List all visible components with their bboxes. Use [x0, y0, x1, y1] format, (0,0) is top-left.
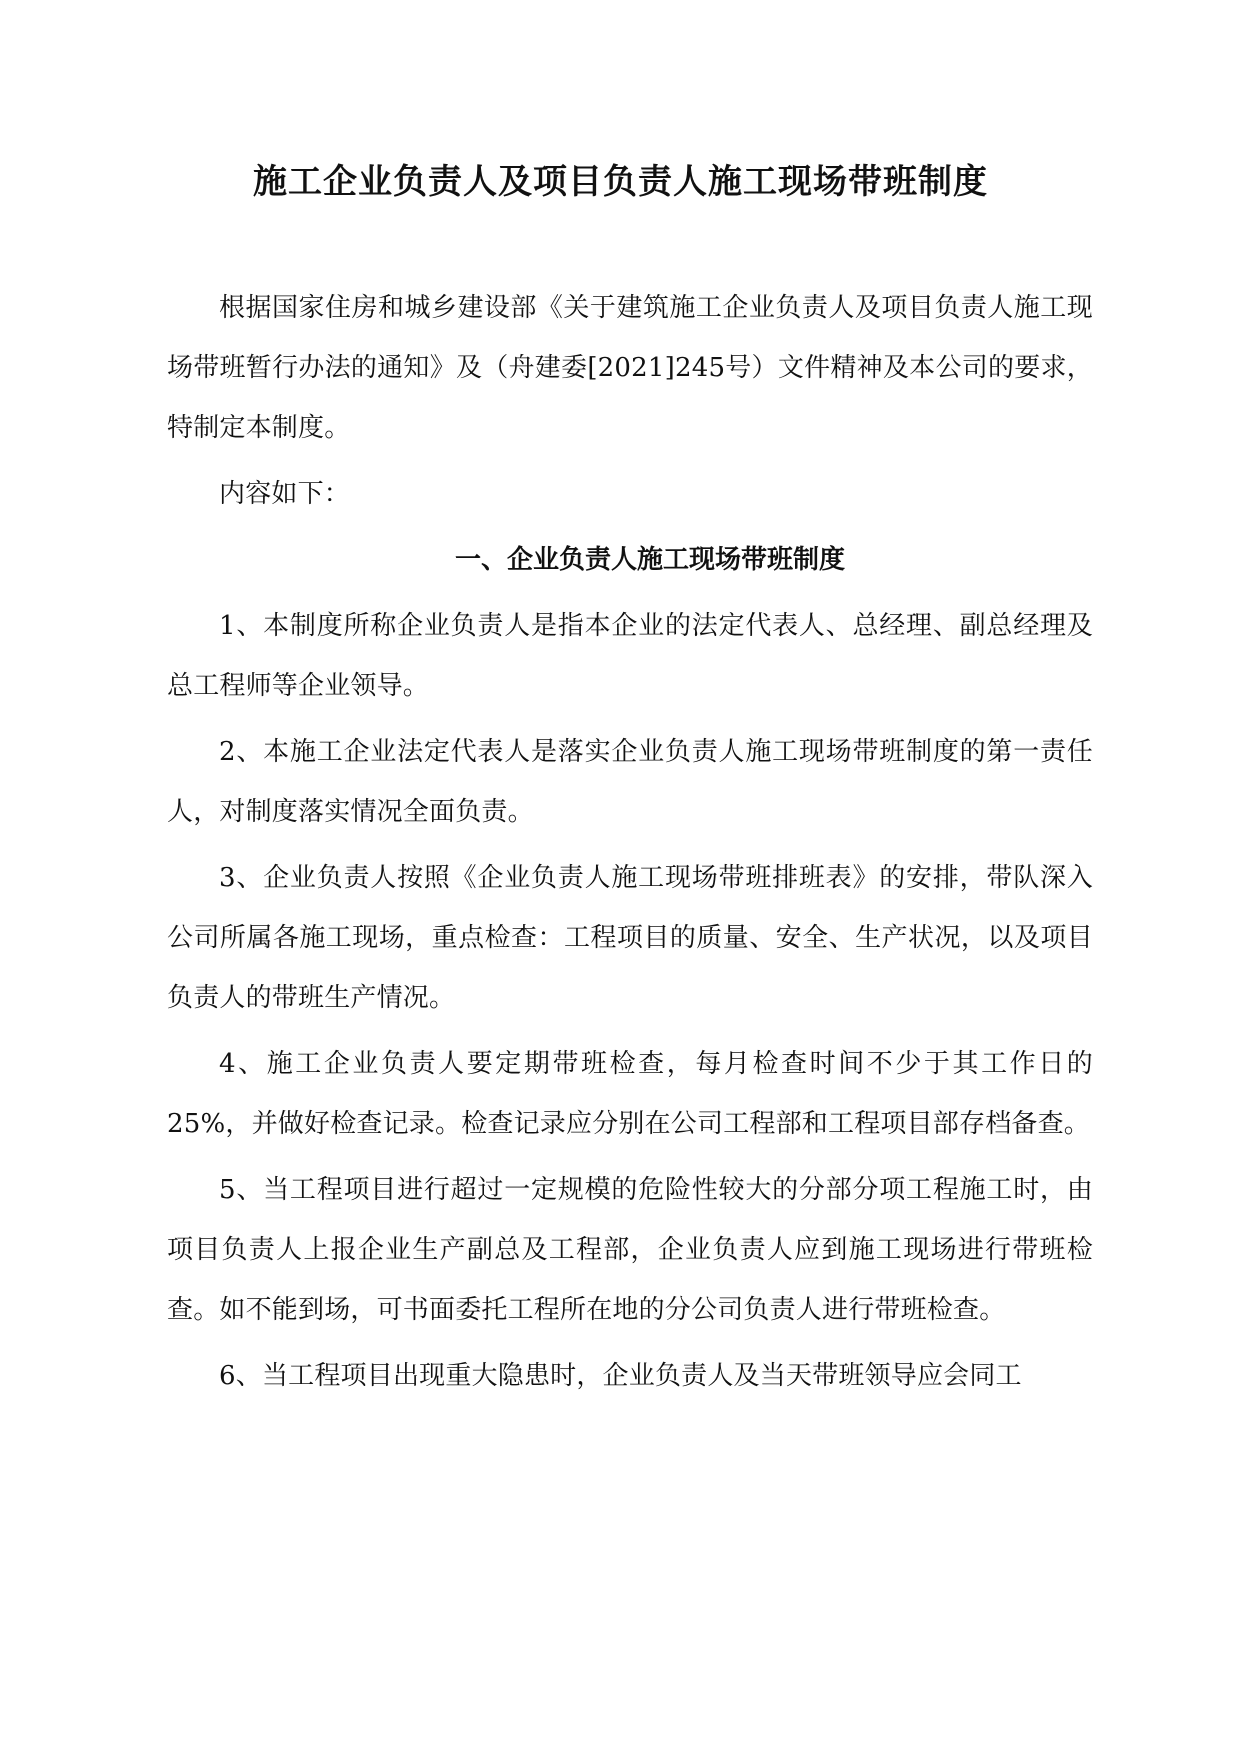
list-item: 3、企业负责人按照《企业负责人施工现场带班排班表》的安排，带队深入公司所属各施工现场，重点检查：工程项目的质量、安全、生产状况，以及项目负责人的带班生产情况。 [167, 863, 1093, 1013]
list-item: 5、当工程项目进行超过一定规模的危险性较大的分部分项工程施工时，由项目负责人上报企业生产副总及工程部，企业负责人应到施工现场进行带班检查。如不能到场，可书面委托工程所在地的分公司负责人进行带班检查。 [167, 1175, 1093, 1325]
intro-paragraph: 根据国家住房和城乡建设部《关于建筑施工企业负责人及项目负责人施工现场带班暂行办法的通知》及（舟建委[2021]245号）文件精神及本公司的要求，特制定本制度。 [167, 293, 1093, 443]
document-title: 施工企业负责人及项目负责人施工现场带班制度 [253, 162, 988, 202]
content-lead: 内容如下： [219, 479, 351, 509]
document-body [167, 278, 1093, 1406]
list-item: 6、当工程项目出现重大隐患时，企业负责人及当天带班领导应会同工 [219, 1361, 1022, 1391]
list-item: 4、施工企业负责人要定期带班检查，每月检查时间不少于其工作日的25%，并做好检查记录。检查记录应分别在公司工程部和工程项目部存档备查。 [167, 1049, 1093, 1139]
list-item: 1、本制度所称企业负责人是指本企业的法定代表人、总经理、副总经理及总工程师等企业领导。 [167, 611, 1093, 701]
list-item: 2、本施工企业法定代表人是落实企业负责人施工现场带班制度的第一责任人，对制度落实情况全面负责。 [167, 737, 1093, 827]
section-heading: 一、企业负责人施工现场带班制度 [454, 545, 845, 575]
